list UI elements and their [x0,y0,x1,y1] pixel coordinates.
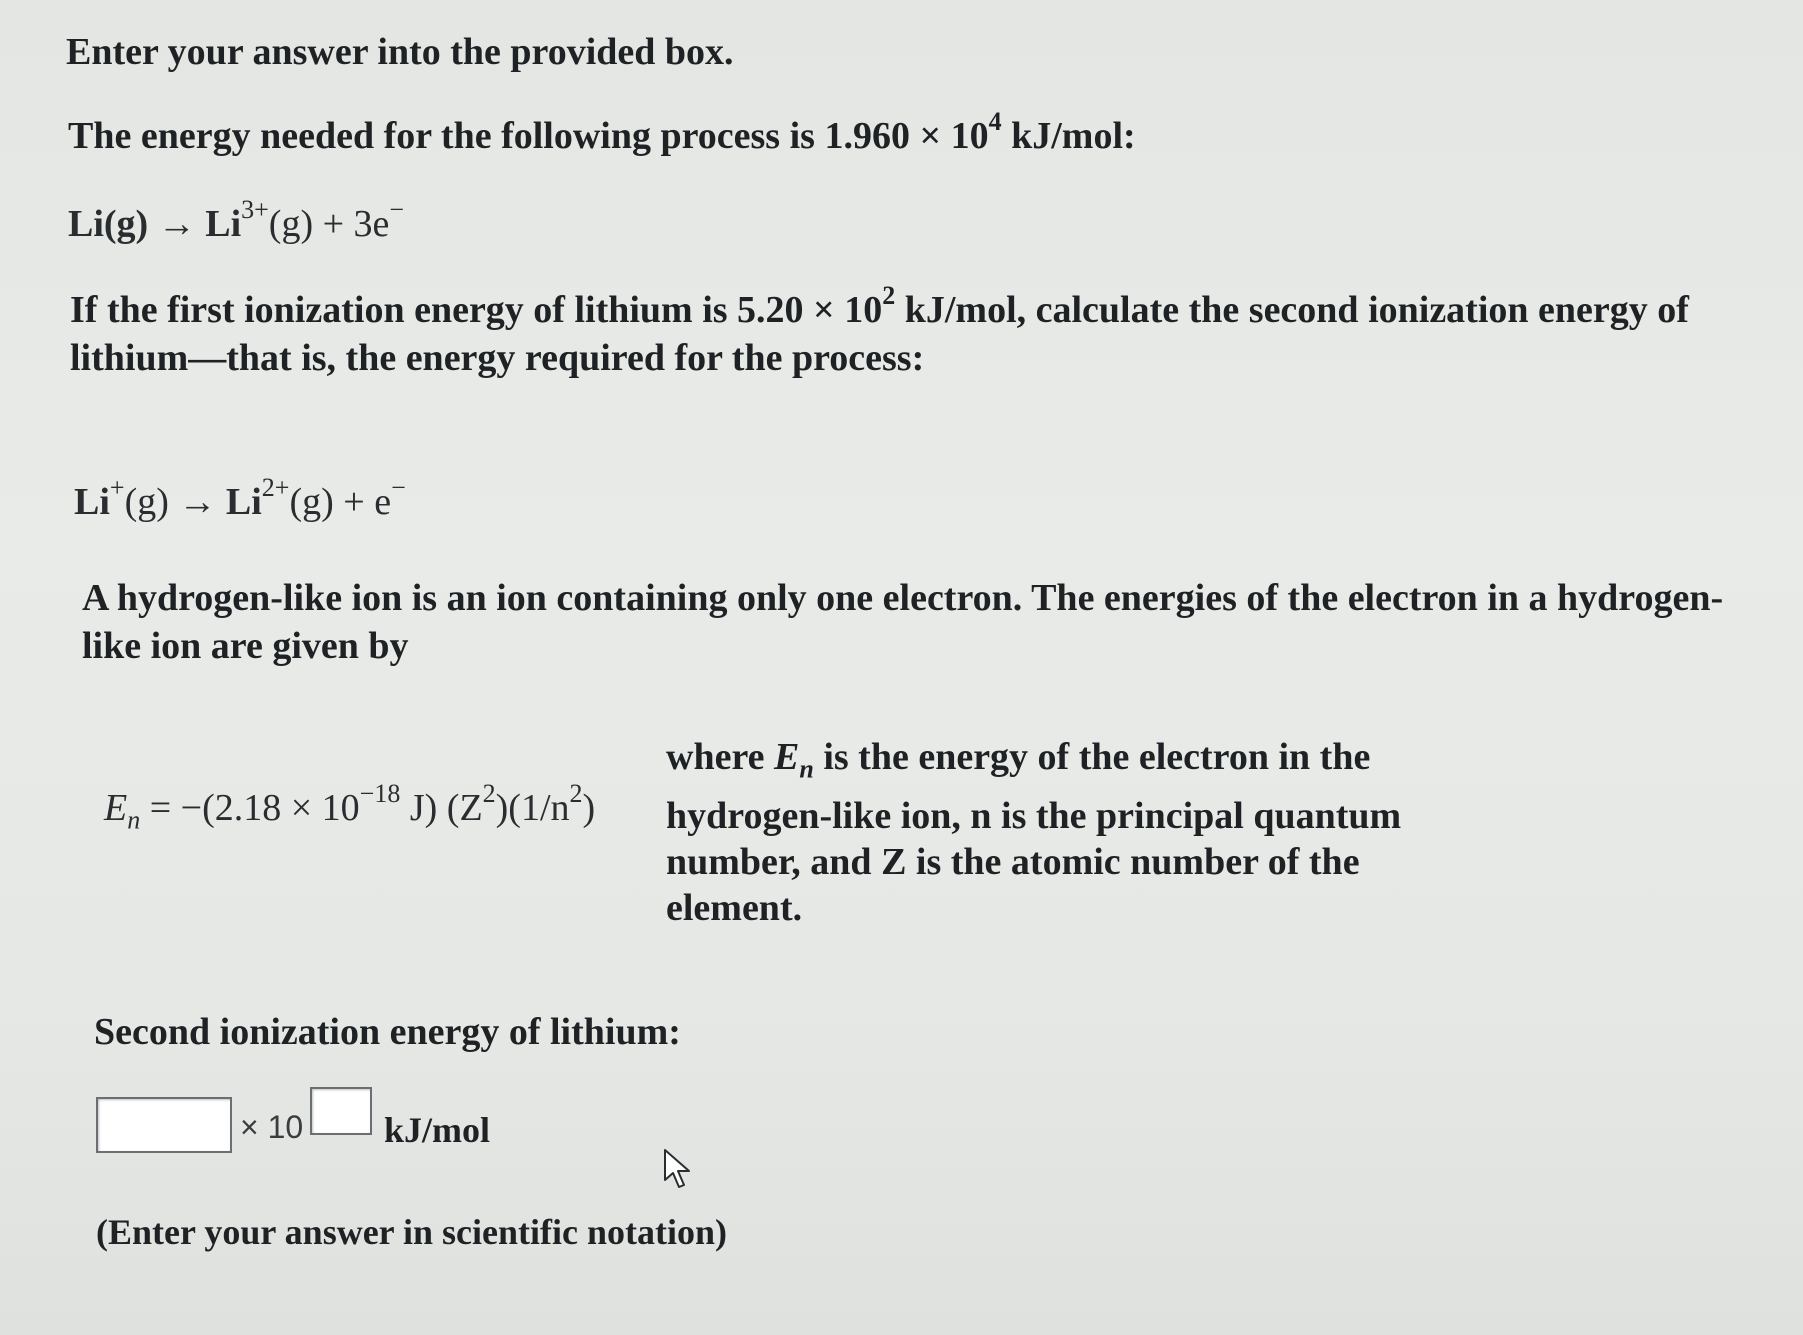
reaction-liplus-to-li2plus: $Li^+(g) \to Li^{2+}(g) + e^-$ [74,473,406,523]
formula-explanation [666,734,1426,931]
answer-row [96,1095,596,1165]
question-text: If the first ionization energy of lithium is $5.20 \times 10^2$ kJ/mol, calculate the second ionization energy of lithium—that is, the energy required for the process: [70,281,1689,379]
explanation-line-3: number, and Z is the atomic number of the [666,840,1360,883]
mouse-pointer-icon [662,1148,696,1190]
mantissa-input[interactable] [96,1097,232,1153]
explanation-line-2: hydrogen-like ion, n is the principal quantum [666,794,1402,837]
explanation-line-4: element. [666,886,803,929]
scientific-notation-hint: (Enter your answer in scientific notation) [96,1212,727,1252]
times-ten-label: × 10 [240,1109,304,1145]
explanation-line-1: where $E_n$ is the energy of the electron in the [666,736,1371,784]
hydrogen-like-text: A hydrogen-like ion is an ion containing only one electron. The energies of the electron in a hydrogen-like ion are given by [82,577,1724,667]
answer-label: Second ionization energy of lithium: [94,1011,681,1053]
energy-formula: $E_n = -(2.18 \times 10^{-18}$ J) $(Z^2)(1/n^2)$ [104,779,596,835]
reaction-li-to-li3plus: $Li(g) \to Li^{3+}(g) + 3e^-$ [68,195,405,245]
instruction-text: Enter your answer into the provided box. [66,31,734,73]
exponent-input[interactable] [310,1087,372,1135]
answer-unit: kJ/mol [384,1110,491,1150]
energy-statement: The energy needed for the following process is $1.960 \times 10^4$ kJ/mol: [68,107,1136,157]
